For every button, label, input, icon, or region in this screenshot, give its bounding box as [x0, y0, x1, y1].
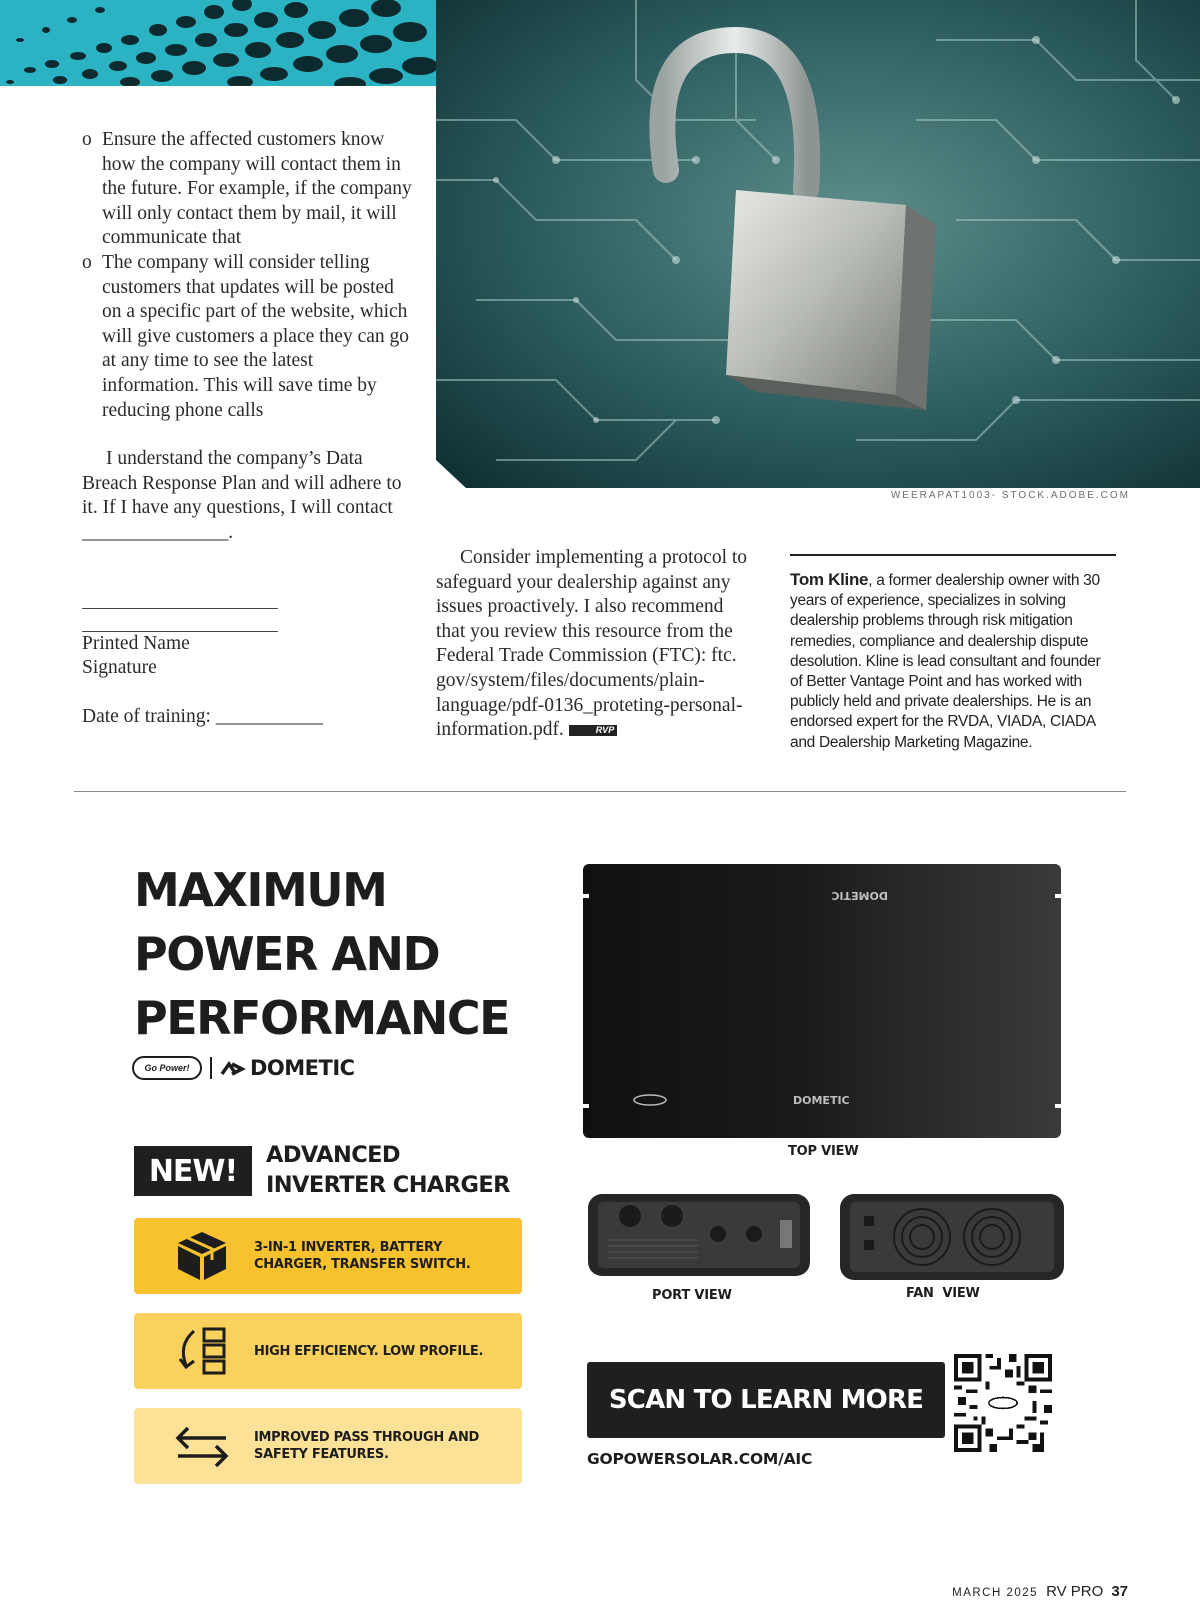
feature-3-in-1: 3-IN-1 INVERTER, BATTERY CHARGER, TRANSFER SWITCH. — [134, 1218, 522, 1294]
port-view-label: PORT VIEW — [652, 1288, 732, 1303]
list-item: o The company will consider telling customers that updates will be posted on a specific part of the website, which will give customers a place they can go at any time to see the latest information. This will save time by reducing phone calls — [82, 251, 410, 421]
qr-code — [954, 1354, 1052, 1452]
author-bio — [790, 554, 1116, 753]
section-divider — [74, 791, 1126, 792]
inverter-fan-view-image — [840, 1194, 1064, 1280]
page-footer — [952, 1583, 1128, 1600]
issue-date: MARCH 2025 — [952, 1587, 1039, 1599]
ad-headline: MAXIMUM POWER AND PERFORMANCE — [134, 863, 510, 1045]
scan-to-learn-more-button: SCAN TO LEARN MORE — [587, 1362, 945, 1438]
publication-name: RV PRO — [1046, 1583, 1104, 1600]
training-acknowledgment-column — [82, 128, 412, 729]
date-of-training-label: Date of training: ___________ — [82, 705, 323, 727]
inverter-port-view-image — [588, 1190, 810, 1280]
dometic-logo: DOMETIC — [220, 1056, 355, 1080]
dometic-chevron-icon — [220, 1060, 246, 1076]
feature-efficiency: HIGH EFFICIENCY. LOW PROFILE. — [134, 1313, 522, 1389]
signature-label: Signature — [82, 657, 157, 679]
box-icon — [174, 1230, 230, 1282]
new-badge: NEW! — [134, 1146, 252, 1196]
logo-separator — [210, 1057, 212, 1079]
rvp-end-mark: RVP — [569, 725, 618, 736]
acknowledgment-paragraph: I understand the company’s Data Breach Response Plan and will adhere to it. If I have any questions, I will contact _______________. — [82, 448, 402, 543]
page-number: 37 — [1111, 1583, 1128, 1600]
printed-name-label: Printed Name — [82, 632, 190, 654]
bullet-marker: o — [82, 129, 92, 150]
list-item: o Ensure the affected customers know how the company will contact them in the future. For example, if the company will only contact them by mail, it will communicate that — [82, 129, 412, 249]
ad-url: GOPOWERSOLAR.COM/AIC — [587, 1450, 813, 1468]
decorative-halftone-strip — [0, 0, 436, 86]
recommendation-paragraph: Consider implementing a protocol to safeguard your dealership against any issues proactively. I also recommend that you review this resource from the Federal Trade Commission (FTC): ftc. gov/system/files/documents/plain-language/pdf-0136_proteting-personal-information.pdf. RVP — [436, 547, 748, 741]
fan-view-label: FAN VIEW — [906, 1286, 980, 1301]
unlocked-padlock-circuit-photo — [436, 0, 1200, 488]
feature-pass-through: IMPROVED PASS THROUGH AND SAFETY FEATURES. — [134, 1408, 522, 1484]
contact-blank: _______________. — [82, 521, 234, 543]
bullet-list — [82, 128, 412, 423]
bullet-marker: o — [82, 251, 92, 273]
photo-credit: WEERAPAT1003- STOCK.ADOBE.COM — [890, 490, 1130, 501]
closing-recommendation-column — [436, 546, 756, 743]
author-name: Tom Kline — [790, 570, 869, 589]
gopower-logo: Go Power! — [132, 1056, 202, 1080]
signature-block — [82, 586, 412, 730]
product-title: ADVANCED INVERTER CHARGER — [266, 1142, 510, 1198]
arrows-exchange-icon — [174, 1420, 230, 1472]
brand-logos — [132, 1054, 355, 1082]
svg-text:DOMETIC: DOMETIC — [831, 889, 888, 902]
top-view-label: TOP VIEW — [788, 1144, 859, 1159]
printed-name-line — [82, 586, 278, 609]
svg-text:DOMETIC: DOMETIC — [793, 1094, 850, 1107]
inverter-top-view-image — [583, 864, 1061, 1138]
efficiency-icon — [174, 1325, 230, 1377]
signature-line — [82, 609, 278, 632]
author-bio-text: , a former dealership owner with 30 years of experience, specializes in solving dealership problems through risk mitigation remedies, compliance and dealership dispute desolution. Kline is lead consultant and founder of Better Vantage Point and has worked with publicly held and private dealerships. He is an endorsed expert for the RVDA, VIADA, CIADA and Dealership Marketing Magazine. — [790, 572, 1101, 751]
